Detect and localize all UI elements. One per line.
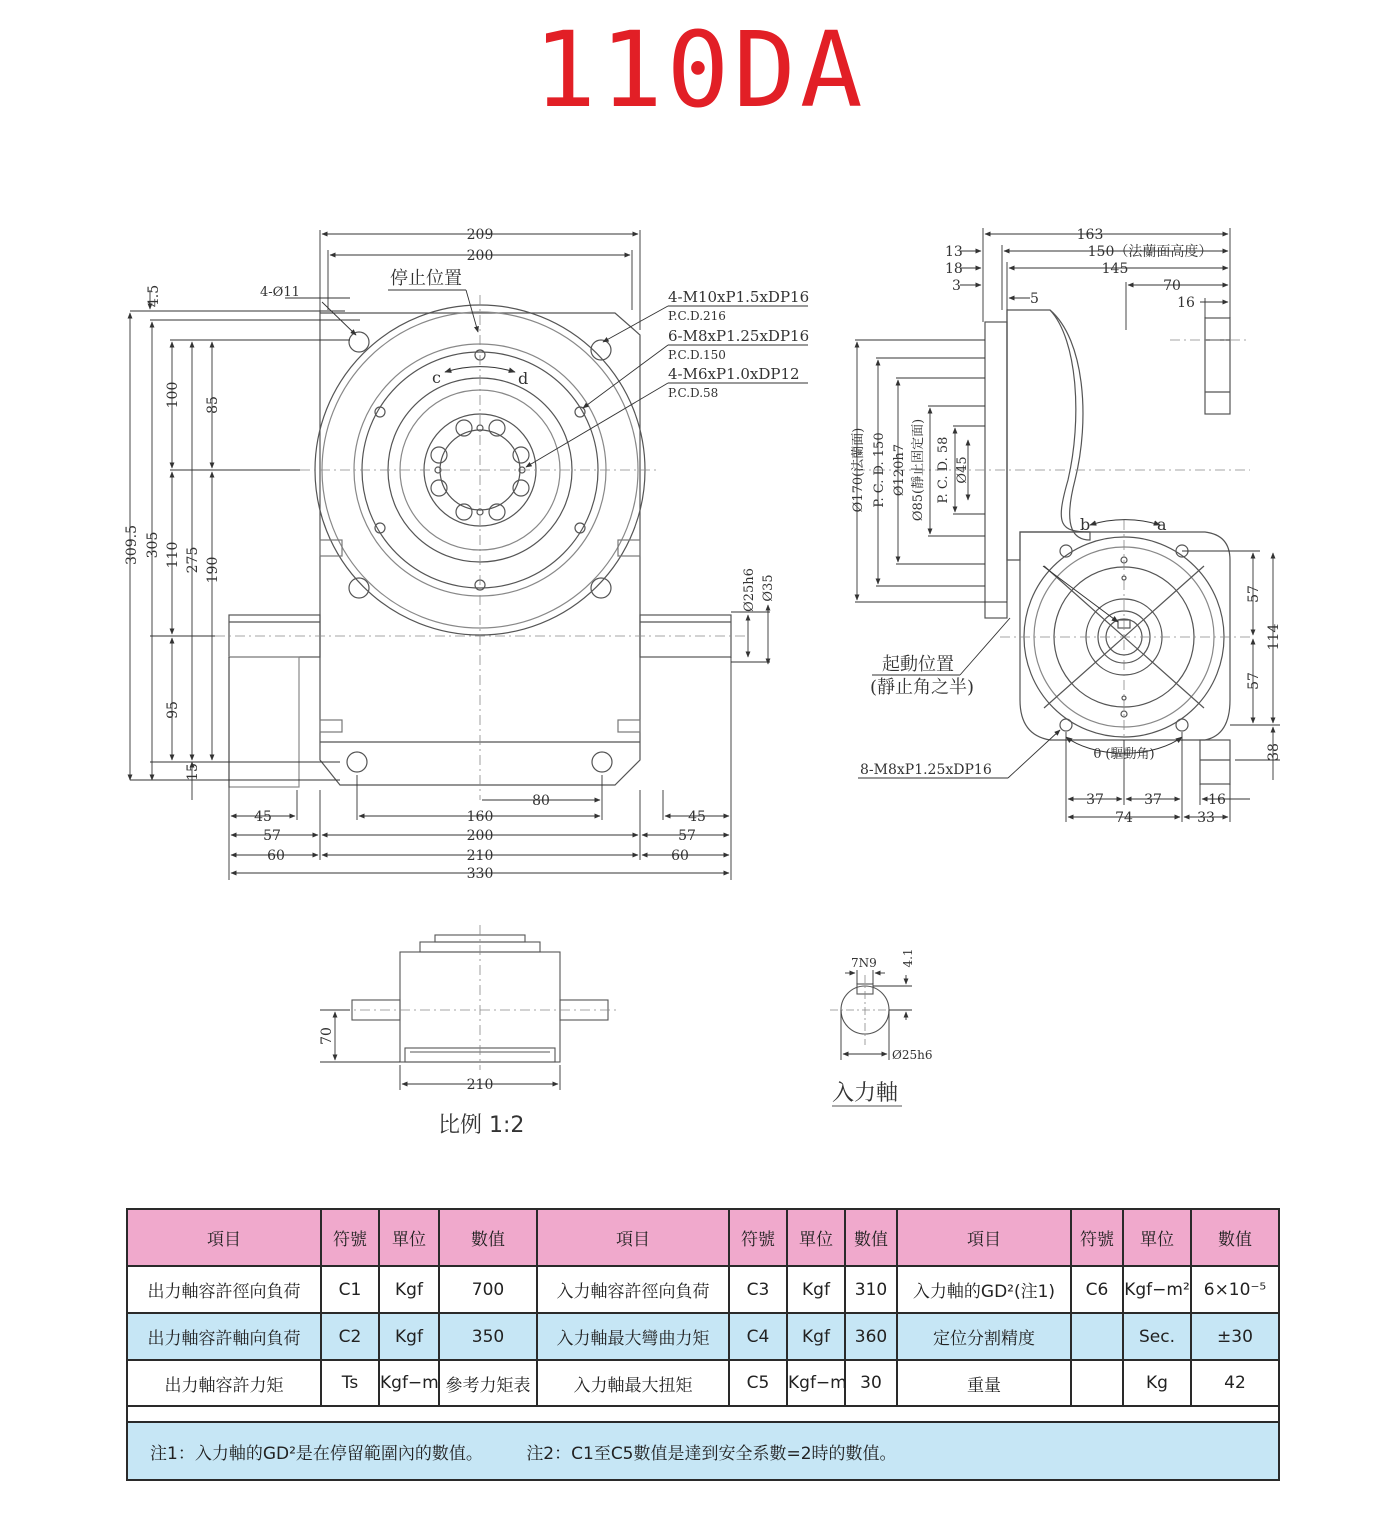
note-2: 注2：C1至C5數值是達到安全系數=2時的數值。 xyxy=(526,1443,897,1464)
table-cell: Kg xyxy=(1123,1360,1191,1406)
table-cell: 出力軸容許力矩 xyxy=(127,1360,321,1406)
dim-200-bottom: 200 xyxy=(466,828,494,844)
dim-74: 74 xyxy=(1115,810,1133,826)
table-cell: 入力軸最大彎曲力矩 xyxy=(537,1313,729,1360)
dim-305: 305 xyxy=(145,531,161,559)
table-cell: 參考力矩表 xyxy=(439,1360,537,1406)
dim-37-left: 37 xyxy=(1086,792,1104,808)
header-value-3: 數值 xyxy=(1191,1209,1279,1266)
side-view xyxy=(985,310,1230,784)
table-cell xyxy=(1071,1313,1123,1360)
dim-330: 330 xyxy=(466,866,494,882)
table-cell: Kgf−m² xyxy=(1123,1266,1191,1313)
callout-m6: 4-M6xP1.0xDP12 xyxy=(668,365,800,383)
header-symbol-3: 符號 xyxy=(1071,1209,1123,1266)
table-cell: C6 xyxy=(1071,1266,1123,1313)
dim-150-flange: 150（法蘭面高度） xyxy=(1087,244,1213,260)
dim-d120: Ø120h7 xyxy=(892,443,907,497)
table-cell: 定位分割精度 xyxy=(897,1313,1071,1360)
dim-209: 209 xyxy=(466,227,494,243)
dim-45-right: 45 xyxy=(688,809,706,825)
table-cell: 入力軸容許徑向負荷 xyxy=(537,1266,729,1313)
dim-110: 110 xyxy=(165,541,181,569)
dim-57-left: 57 xyxy=(263,828,281,844)
header-symbol-2: 符號 xyxy=(729,1209,787,1266)
spec-table xyxy=(126,1208,1280,1481)
table-cell: 出力軸容許徑向負荷 xyxy=(127,1266,321,1313)
start-position-label: 起動位置 xyxy=(882,654,954,675)
header-item-3: 項目 xyxy=(897,1209,1071,1266)
dim-210: 210 xyxy=(466,848,494,864)
table-spacer-row xyxy=(127,1406,1279,1422)
dim-33: 33 xyxy=(1197,810,1215,826)
stop-position-label: 停止位置 xyxy=(390,268,462,289)
dim-80: 80 xyxy=(532,793,550,809)
table-cell: C2 xyxy=(321,1313,379,1360)
dim-100: 100 xyxy=(165,381,181,409)
dim-57-lower: 57 xyxy=(1246,672,1262,690)
table-cell: 出力軸容許軸向負荷 xyxy=(127,1313,321,1360)
dim-d170: Ø170(法蘭面) xyxy=(851,427,866,513)
header-item-2: 項目 xyxy=(537,1209,729,1266)
start-position-sub: (靜止角之半) xyxy=(870,677,975,698)
table-cell: 700 xyxy=(439,1266,537,1313)
table-header-row xyxy=(127,1209,1279,1266)
dim-200-top: 200 xyxy=(466,248,494,264)
table-cell: 42 xyxy=(1191,1360,1279,1406)
dim-114: 114 xyxy=(1266,623,1282,651)
holes-4-d11: 4-Ø11 xyxy=(260,285,300,300)
dim-45-left: 45 xyxy=(254,809,272,825)
header-unit-3: 單位 xyxy=(1123,1209,1191,1266)
callout-m6-pcd: P.C.D.58 xyxy=(668,386,719,400)
dim-16-bottom: 16 xyxy=(1208,792,1226,808)
dim-15: 15 xyxy=(185,763,201,781)
dim-5: 5 xyxy=(1030,291,1039,307)
dim-190: 190 xyxy=(205,556,221,584)
table-cell: 重量 xyxy=(897,1360,1071,1406)
table-cell: 350 xyxy=(439,1313,537,1360)
table-row xyxy=(127,1313,1279,1360)
table-row xyxy=(127,1266,1279,1313)
table-cell: C3 xyxy=(729,1266,787,1313)
header-unit-1: 單位 xyxy=(379,1209,439,1266)
table-cell: C5 xyxy=(729,1360,787,1406)
theta-label: θ (驅動角) xyxy=(1093,747,1155,762)
dim-60-left: 60 xyxy=(267,848,285,864)
dim-37-right: 37 xyxy=(1144,792,1162,808)
table-cell: Ts xyxy=(321,1360,379,1406)
table-cell: 6×10⁻⁵ xyxy=(1191,1266,1279,1313)
dim-160: 160 xyxy=(466,809,494,825)
dim-60-right: 60 xyxy=(671,848,689,864)
dim-163: 163 xyxy=(1076,227,1104,243)
key-7n9: 7N9 xyxy=(851,956,877,970)
model-title: 110DA xyxy=(533,9,867,131)
dim-57-right: 57 xyxy=(678,828,696,844)
table-cell: 入力軸的GD²(注1) xyxy=(897,1266,1071,1313)
header-value-1: 數值 xyxy=(439,1209,537,1266)
table-notes-row xyxy=(127,1422,1279,1480)
table-cell: Kgf−m xyxy=(379,1360,439,1406)
table-cell xyxy=(1071,1360,1123,1406)
dim-18: 18 xyxy=(945,261,963,277)
callout-m10-pcd: P.C.D.216 xyxy=(668,309,726,323)
dim-16-top: 16 xyxy=(1177,295,1195,311)
header-item-1: 項目 xyxy=(127,1209,321,1266)
side-holes-label: 8-M8xP1.25xDP16 xyxy=(860,762,992,778)
dim-d85: Ø85(靜止固定面) xyxy=(911,418,926,522)
table-cell: Kgf xyxy=(379,1313,439,1360)
dim-95: 95 xyxy=(165,701,181,719)
header-unit-2: 單位 xyxy=(787,1209,845,1266)
callout-m10: 4-M10xP1.5xDP16 xyxy=(668,288,810,306)
scale-label: 比例 1:2 xyxy=(438,1113,525,1138)
table-cell: 360 xyxy=(845,1313,897,1360)
dim-shaft-25h6: Ø25h6 xyxy=(742,568,757,612)
table-cell: ±30 xyxy=(1191,1313,1279,1360)
table-cell: Sec. xyxy=(1123,1313,1191,1360)
header-symbol-1: 符號 xyxy=(321,1209,379,1266)
input-shaft-dia: Ø25h6 xyxy=(892,1048,933,1062)
rotation-d: d xyxy=(518,369,529,388)
rotation-a: a xyxy=(1157,515,1167,534)
dim-4-5: 4.5 xyxy=(146,284,162,308)
dim-275: 275 xyxy=(185,546,201,574)
dim-shaft-35: Ø35 xyxy=(761,574,776,602)
dim-145: 145 xyxy=(1101,261,1129,277)
table-cell: Kgf−m xyxy=(787,1360,845,1406)
dim-309-5: 309.5 xyxy=(124,524,140,566)
dim-57-upper: 57 xyxy=(1246,585,1262,603)
table-cell: 30 xyxy=(845,1360,897,1406)
dim-3: 3 xyxy=(952,278,961,294)
table-cell: C1 xyxy=(321,1266,379,1313)
rotation-c: c xyxy=(432,368,441,387)
table-cell: Kgf xyxy=(379,1266,439,1313)
input-shaft-label: 入力軸 xyxy=(832,1081,899,1106)
table-cell: 入力軸最大扭矩 xyxy=(537,1360,729,1406)
callout-m8: 6-M8xP1.25xDP16 xyxy=(668,327,810,345)
note-1: 注1：入力軸的GD²是在停留範圍內的數值。 xyxy=(150,1443,483,1464)
table-cell: Kgf xyxy=(787,1266,845,1313)
dim-d45: Ø45 xyxy=(955,456,970,484)
dim-70: 70 xyxy=(1163,278,1181,294)
table-cell: C4 xyxy=(729,1313,787,1360)
table-row xyxy=(127,1360,1279,1406)
dim-70-small: 70 xyxy=(319,1027,335,1045)
dim-13: 13 xyxy=(945,244,963,260)
table-cell: Kgf xyxy=(787,1313,845,1360)
table-cell: 310 xyxy=(845,1266,897,1313)
dim-210-small: 210 xyxy=(466,1077,494,1093)
dim-85: 85 xyxy=(205,396,221,414)
callout-m8-pcd: P.C.D.150 xyxy=(668,348,726,362)
dim-pcd150: P. C. D. 150 xyxy=(872,432,887,508)
dim-pcd58: P. C. D. 58 xyxy=(936,436,951,504)
rotation-b: b xyxy=(1080,515,1091,534)
dim-38: 38 xyxy=(1266,743,1282,761)
header-value-2: 數值 xyxy=(845,1209,897,1266)
key-depth: 4.1 xyxy=(901,948,915,968)
